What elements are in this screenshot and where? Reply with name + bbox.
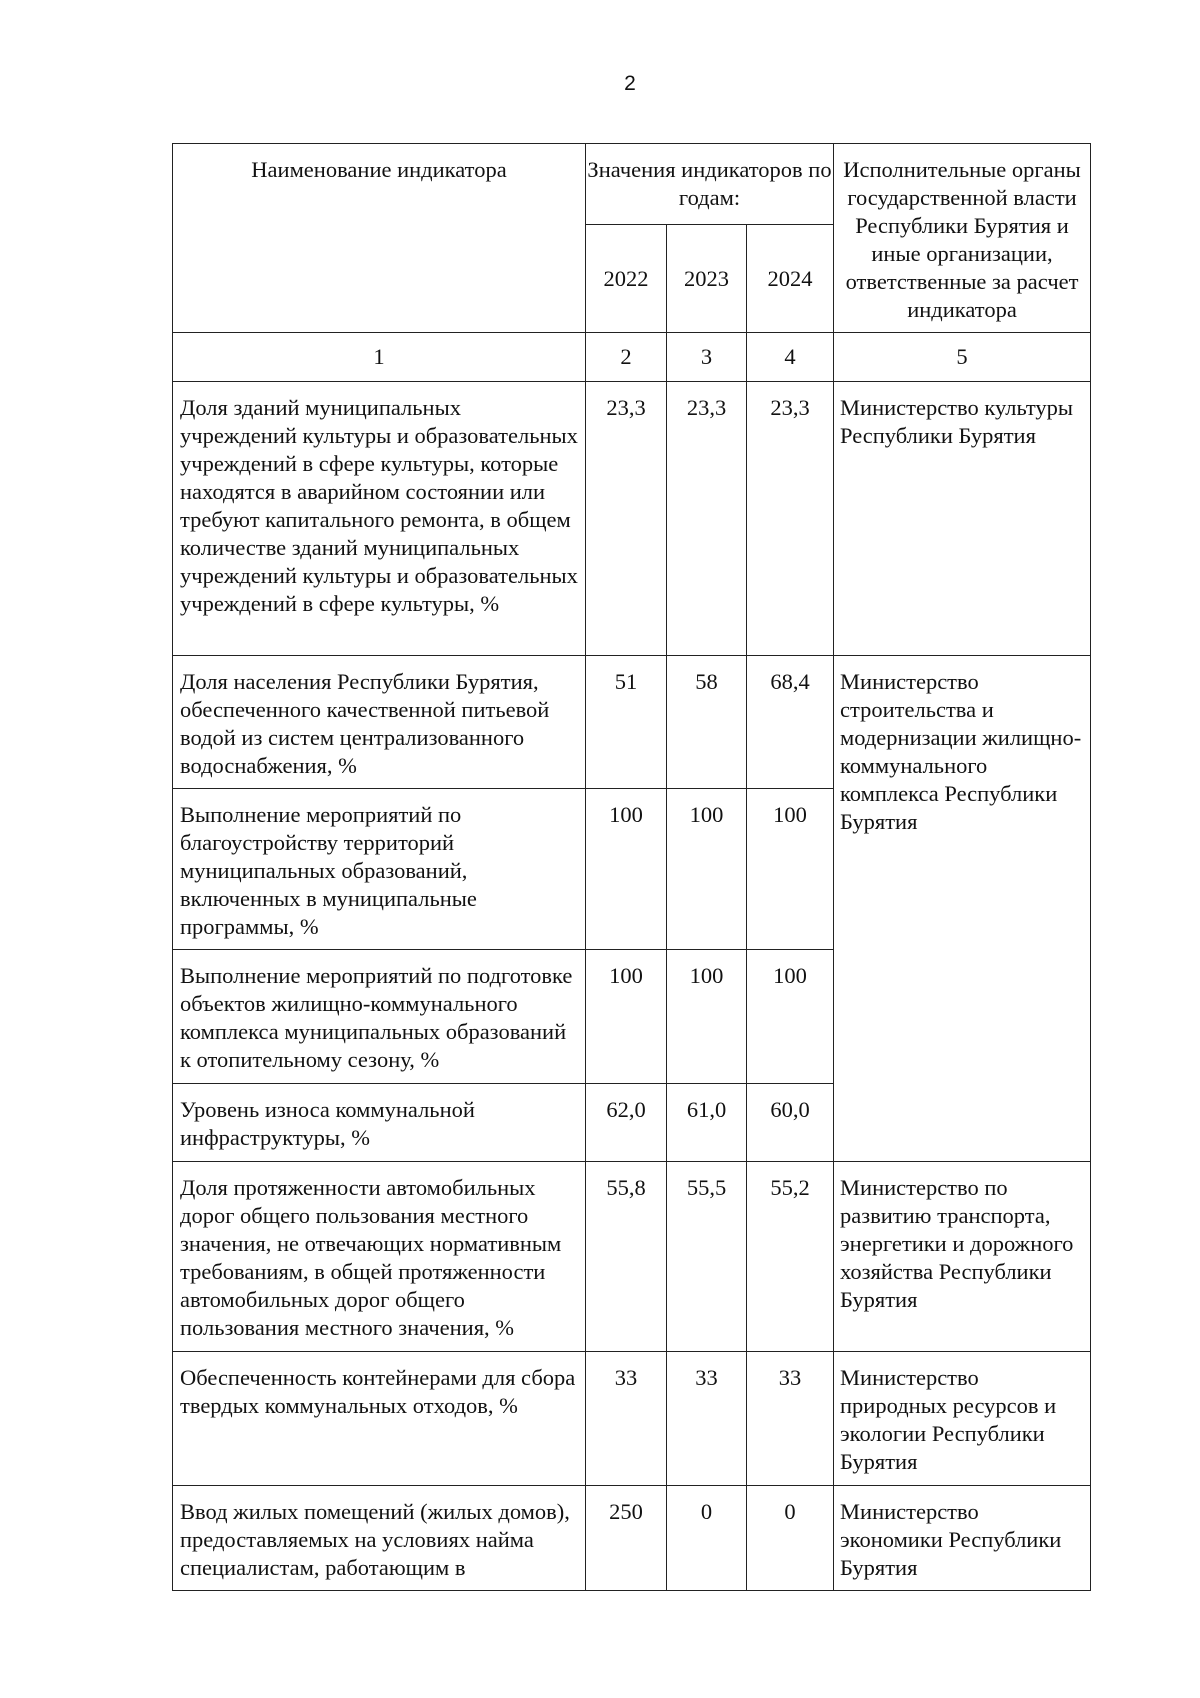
indicator-value-2023: 61,0 bbox=[667, 1084, 747, 1162]
responsible-organization: Министерство по развитию транспорта, энергетики и дорожного хозяйства Республики Бурятия bbox=[834, 1162, 1091, 1352]
indicator-value-2024: 68,4 bbox=[747, 656, 834, 789]
indicator-value-2023: 58 bbox=[667, 656, 747, 789]
column-number-1: 1 bbox=[173, 333, 586, 382]
indicator-value-2022: 100 bbox=[586, 950, 667, 1084]
header-indicator-name: Наименование индикатора bbox=[173, 144, 586, 333]
indicator-value-2022: 51 bbox=[586, 656, 667, 789]
indicator-name: Уровень износа коммунальной инфраструктуры, % bbox=[173, 1084, 586, 1162]
table-row bbox=[173, 1162, 1091, 1352]
table-row bbox=[173, 656, 1091, 789]
column-number-2: 2 bbox=[586, 333, 667, 382]
column-number-row bbox=[173, 333, 1091, 382]
indicator-name: Выполнение мероприятий по подготовке объектов жилищно-коммунального комплекса муниципальных образований к отопительному сезону, % bbox=[173, 950, 586, 1084]
indicator-value-2023: 23,3 bbox=[667, 382, 747, 656]
indicator-name: Обеспеченность контейнерами для сбора твердых коммунальных отходов, % bbox=[173, 1352, 586, 1486]
indicator-name: Доля населения Республики Бурятия, обеспеченного качественной питьевой водой из систем централизованного водоснабжения, % bbox=[173, 656, 586, 789]
indicator-name: Ввод жилых помещений (жилых домов), предоставляемых на условиях найма специалистам, работающим в bbox=[173, 1486, 586, 1591]
indicator-value-2023: 55,5 bbox=[667, 1162, 747, 1352]
indicator-value-2024: 60,0 bbox=[747, 1084, 834, 1162]
indicators-table bbox=[172, 143, 1091, 1591]
indicator-value-2022: 100 bbox=[586, 789, 667, 950]
indicator-value-2023: 100 bbox=[667, 789, 747, 950]
indicator-name: Доля протяженности автомобильных дорог общего пользования местного значения, не отвечающих нормативным требованиям, в общей протяженности автомобильных дорог общего пользования местного значения, % bbox=[173, 1162, 586, 1352]
indicator-value-2024: 0 bbox=[747, 1486, 834, 1591]
header-year-2024: 2024 bbox=[747, 225, 834, 333]
table-row bbox=[173, 1486, 1091, 1591]
header-indicator-values: Значения индикаторов по годам: bbox=[586, 144, 834, 225]
indicator-value-2022: 55,8 bbox=[586, 1162, 667, 1352]
responsible-organization: Министерство экономики Республики Бурятия bbox=[834, 1486, 1091, 1591]
responsible-organization: Министерство культуры Республики Бурятия bbox=[834, 382, 1091, 656]
indicator-name: Выполнение мероприятий по благоустройству территорий муниципальных образований, включенных в муниципальные программы, % bbox=[173, 789, 586, 950]
indicator-value-2024: 100 bbox=[747, 789, 834, 950]
header-responsible-organizations: Исполнительные органы государственной власти Республики Бурятия и иные организации, ответственные за расчет индикатора bbox=[834, 144, 1091, 333]
header-year-2023: 2023 bbox=[667, 225, 747, 333]
column-number-3: 3 bbox=[667, 333, 747, 382]
indicator-value-2024: 100 bbox=[747, 950, 834, 1084]
indicator-value-2023: 33 bbox=[667, 1352, 747, 1486]
indicator-value-2024: 33 bbox=[747, 1352, 834, 1486]
column-number-4: 4 bbox=[747, 333, 834, 382]
indicator-value-2023: 0 bbox=[667, 1486, 747, 1591]
table-row bbox=[173, 1352, 1091, 1486]
indicator-value-2022: 62,0 bbox=[586, 1084, 667, 1162]
page-number: 2 bbox=[624, 72, 636, 95]
indicator-value-2023: 100 bbox=[667, 950, 747, 1084]
column-number-5: 5 bbox=[834, 333, 1091, 382]
responsible-organization: Министерство строительства и модернизации жилищно-коммунального комплекса Республики Бурятия bbox=[834, 656, 1091, 1162]
indicator-value-2022: 250 bbox=[586, 1486, 667, 1591]
indicator-value-2024: 55,2 bbox=[747, 1162, 834, 1352]
responsible-organization: Министерство природных ресурсов и экологии Республики Бурятия bbox=[834, 1352, 1091, 1486]
header-year-2022: 2022 bbox=[586, 225, 667, 333]
table-row bbox=[173, 382, 1091, 656]
indicator-name: Доля зданий муниципальных учреждений культуры и образовательных учреждений в сфере культуры, которые находятся в аварийном состоянии или требуют капитального ремонта, в общем количестве зданий муниципальных учреждений культуры и образовательных учреждений в сфере культуры, % bbox=[173, 382, 586, 656]
indicator-value-2022: 23,3 bbox=[586, 382, 667, 656]
indicator-value-2024: 23,3 bbox=[747, 382, 834, 656]
indicator-value-2022: 33 bbox=[586, 1352, 667, 1486]
